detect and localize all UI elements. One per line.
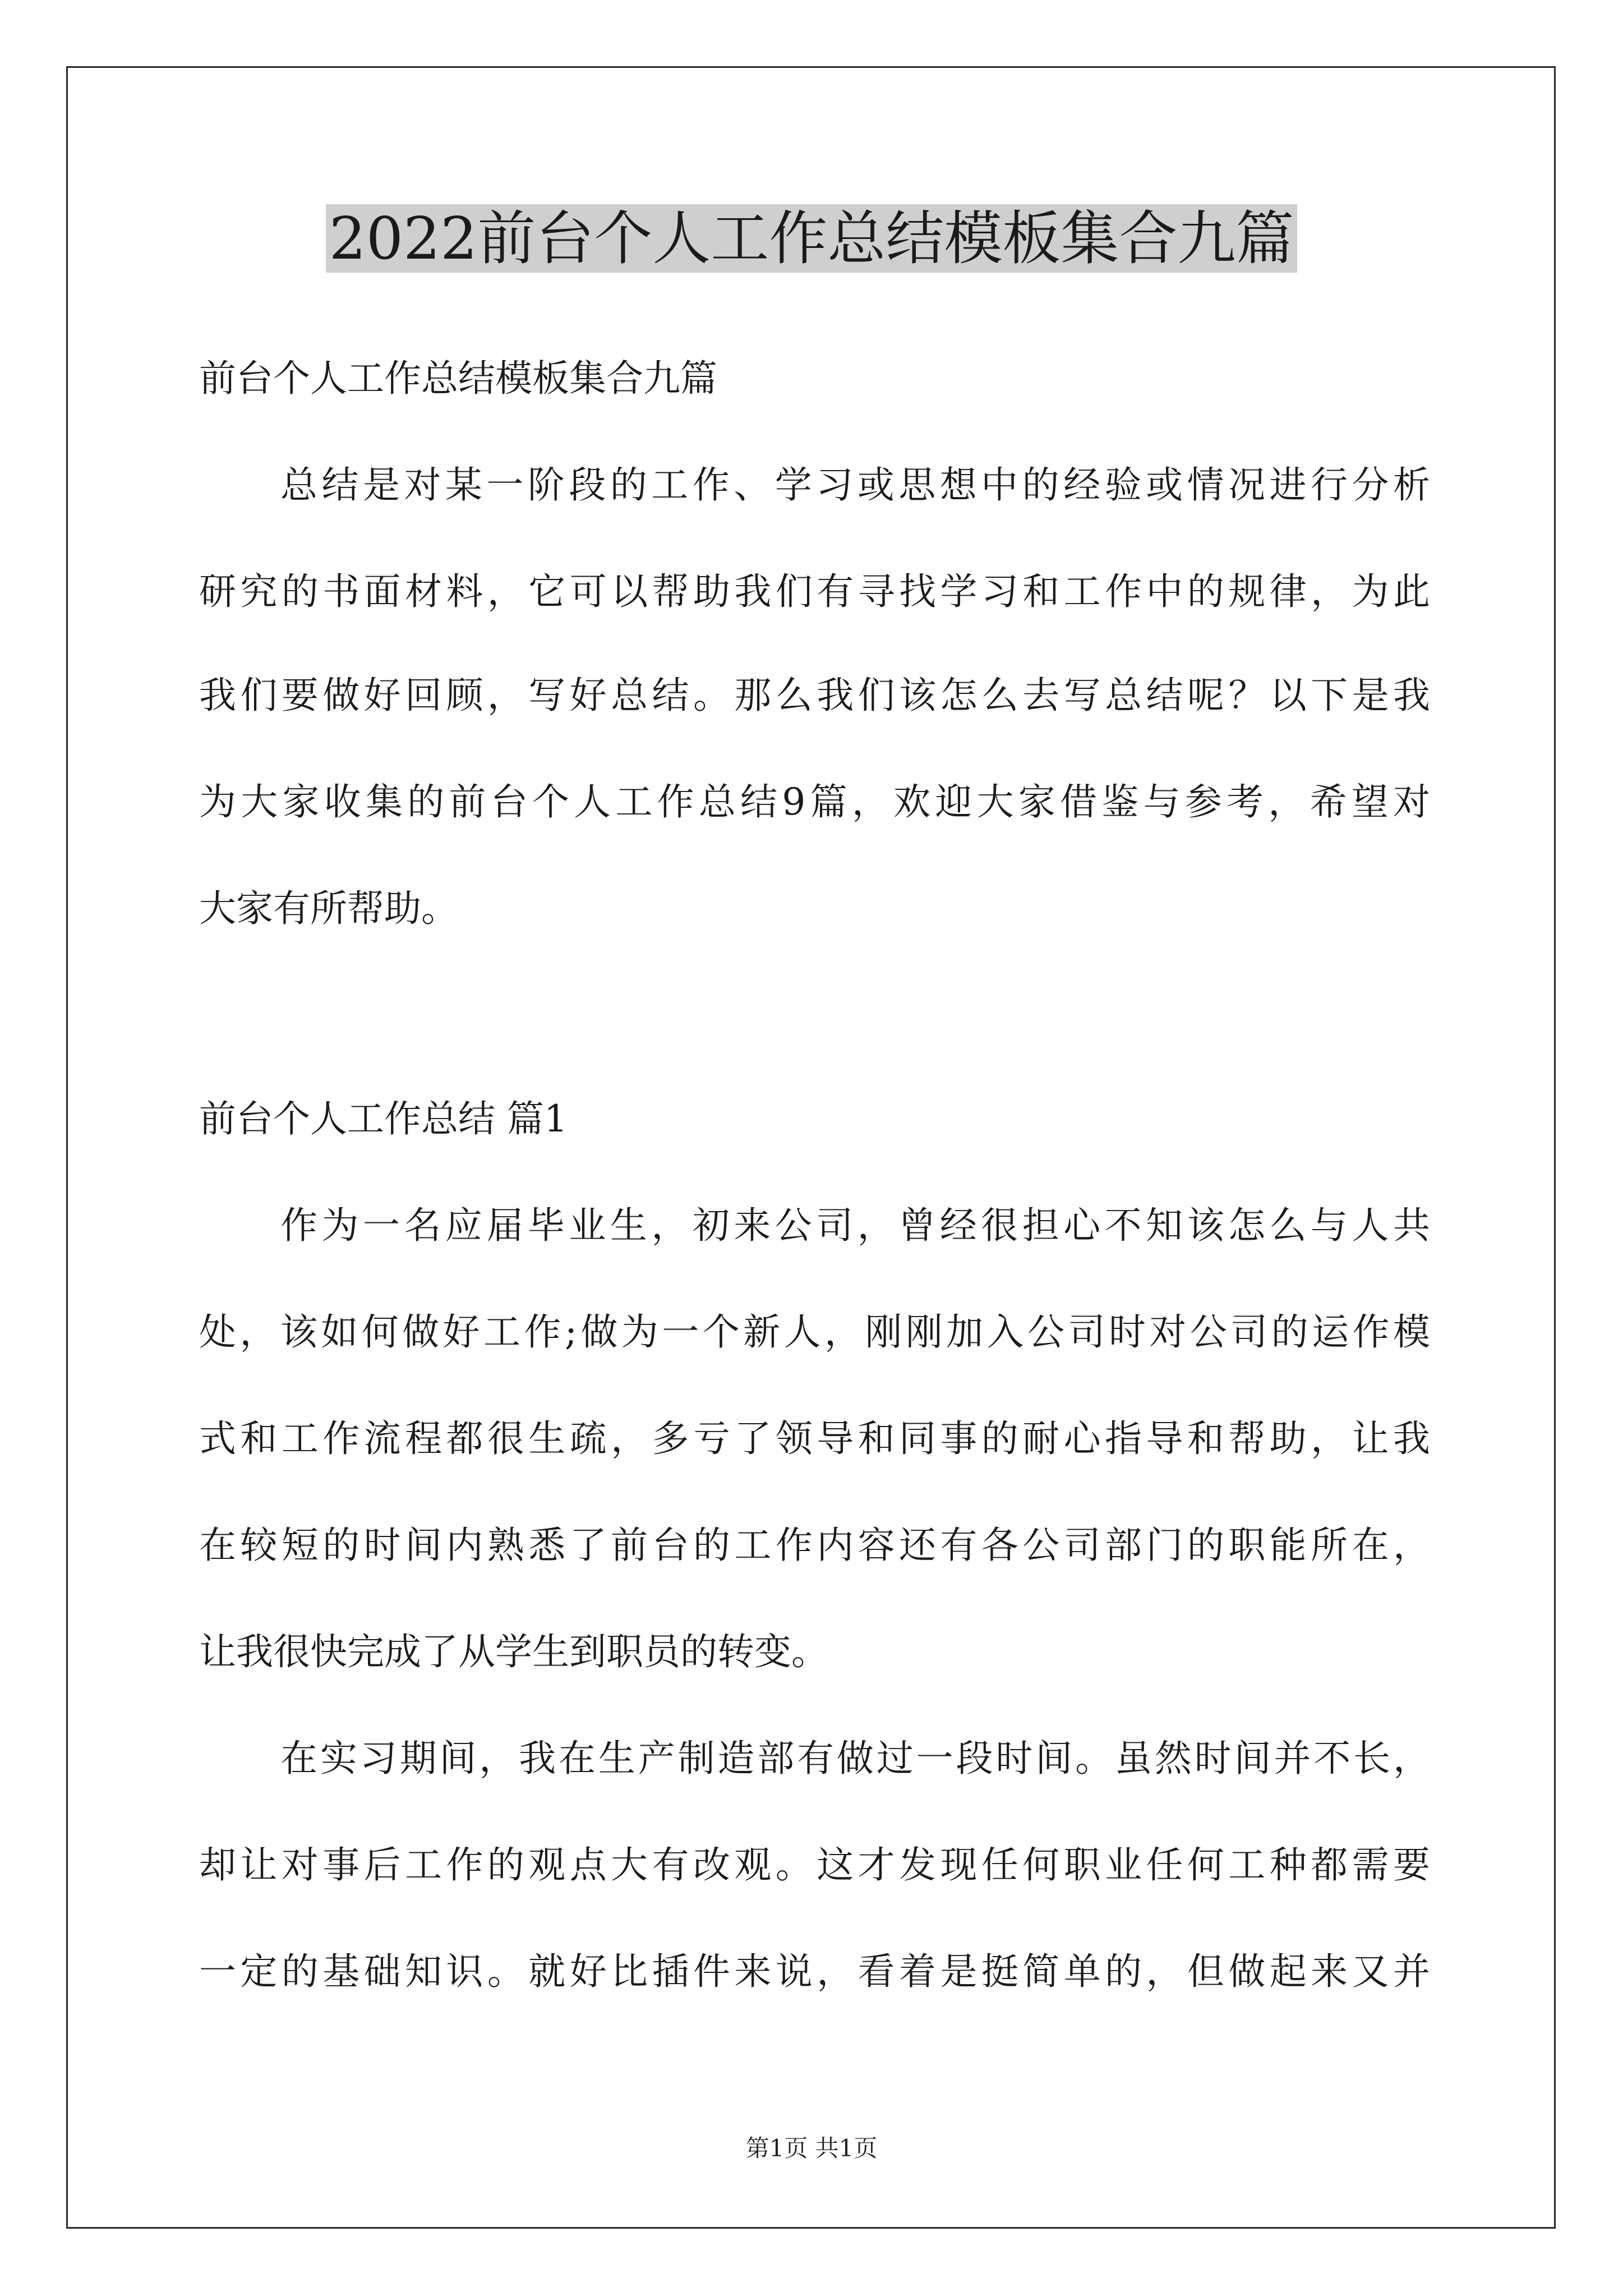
section-heading: 前台个人工作总结 篇1 bbox=[199, 1097, 568, 1140]
document-title-text: 2022前台个人工作总结模板集合九篇 bbox=[326, 204, 1298, 273]
intro-line: 我们要做好回顾，写好总结。那么我们该怎么去写总结呢？以下是我 bbox=[199, 674, 1430, 717]
intro-line: 为大家收集的前台个人工作总结9篇，欢迎大家借鉴与参考，希望对 bbox=[199, 780, 1430, 823]
intro-line: 总结是对某一阶段的工作、学习或思想中的经验或情况进行分析 bbox=[280, 463, 1430, 507]
paragraph-line: 作为一名应届毕业生，初来公司，曾经很担心不知该怎么与人共 bbox=[280, 1204, 1430, 1247]
paragraph-line: 处，该如何做好工作;做为一个新人，刚刚加入公司时对公司的运作模 bbox=[199, 1310, 1430, 1354]
document-title bbox=[0, 199, 1623, 278]
paragraph-line: 却让对事后工作的观点大有改观。这才发现任何职业任何工种都需要 bbox=[199, 1843, 1430, 1887]
paragraph-line: 式和工作流程都很生疏，多亏了领导和同事的耐心指导和帮助，让我 bbox=[199, 1417, 1430, 1460]
page-footer: 第1页 共1页 bbox=[745, 2134, 878, 2162]
paragraph-line: 在实习期间，我在生产制造部有做过一段时间。虽然时间并不长， bbox=[280, 1737, 1430, 1780]
paragraph-line: 在较短的时间内熟悉了前台的工作内容还有各公司部门的职能所在， bbox=[199, 1524, 1430, 1567]
paragraph-line: 一定的基础知识。就好比插件来说，看着是挺简单的，但做起来又并 bbox=[199, 1950, 1430, 1993]
intro-line: 研究的书面材料，它可以帮助我们有寻找学习和工作中的规律，为此 bbox=[199, 570, 1430, 613]
paragraph-line: 让我很快完成了从学生到职员的转变。 bbox=[199, 1630, 828, 1673]
intro-line: 大家有所帮助。 bbox=[199, 887, 458, 930]
document-subtitle: 前台个人工作总结模板集合九篇 bbox=[199, 357, 717, 400]
